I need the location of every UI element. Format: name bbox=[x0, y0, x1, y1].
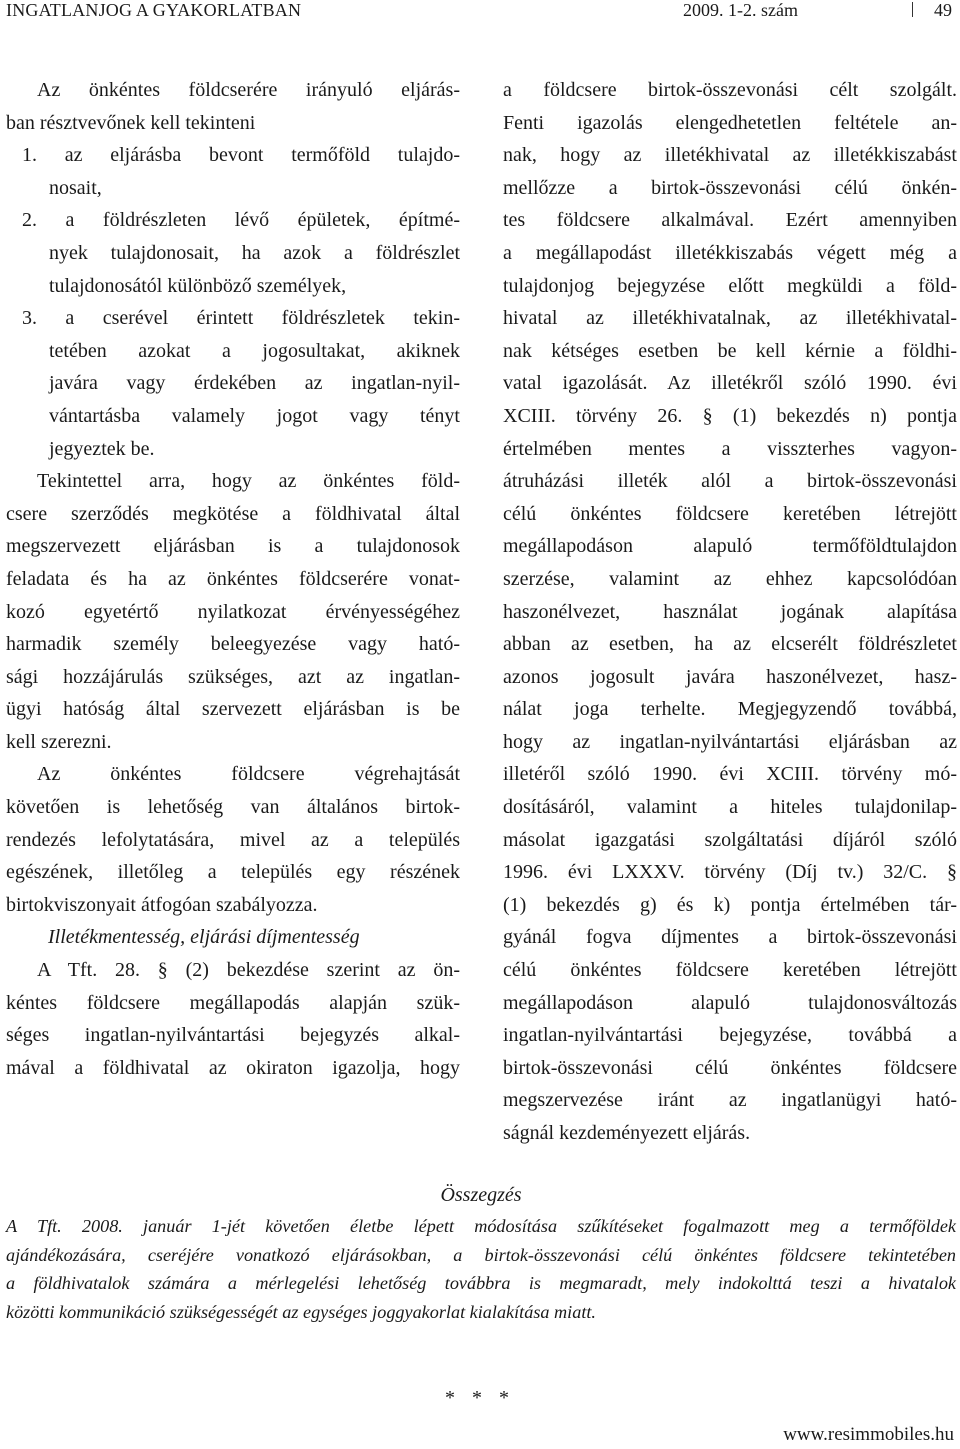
text-line: birtokviszonyait átfogóan szabályozza. bbox=[6, 893, 318, 916]
text-line: tetében azokat a jogosultakat, akiknek bbox=[49, 339, 460, 362]
text-line: csere szerződés megkötése a földhivatal által bbox=[6, 502, 460, 525]
text-line: ban résztvevőnek kell tekinteni bbox=[6, 111, 256, 134]
text-line: Az önkéntes földcserére irányuló eljárás- bbox=[37, 79, 460, 101]
text-line: birtok-összevonási célú önkéntes földcsere bbox=[503, 1056, 957, 1079]
text-line: rendezés lefolytatására, mivel az a település bbox=[6, 828, 460, 851]
text-line: másolat igazgatási szolgáltatási díjáról szóló bbox=[503, 828, 957, 851]
body-paragraph bbox=[6, 465, 460, 758]
text-line: ügyi hatóság által szervezett eljárásban is be bbox=[6, 698, 460, 721]
text-line: a földcsere birtok-összevonási célt szolgált. bbox=[503, 79, 957, 101]
text-line: Fenti igazolás elengedhetetlen feltétele an- bbox=[503, 111, 957, 134]
text-line: ingatlan-nyilvántartási bejegyzése, továbbá a bbox=[503, 1024, 957, 1047]
text-line: séges ingatlan-nyilvántartási bejegyzés alkal- bbox=[6, 1024, 460, 1047]
text-line: nyek tulajdonosait, ha azok a földrészlet bbox=[49, 241, 460, 264]
text-line: nak, hogy az illetékhivatal az illetékkiszabást bbox=[503, 144, 957, 167]
text-line: megállapodáson alapuló tulajdonosváltozás bbox=[503, 991, 957, 1014]
list-item bbox=[6, 139, 460, 204]
summary-line: a földhivatalok számára a mérlegelési lehetőség továbbra is megmaradt, mely indokolttá teszi a hivatalok bbox=[6, 1273, 956, 1293]
text-line: 1996. évi LXXXV. törvény (Díj tv.) 32/C. § bbox=[503, 861, 957, 884]
page-header bbox=[0, 0, 960, 26]
text-line: mával a földhivatal az okiraton igazolja, hogy bbox=[6, 1056, 460, 1079]
text-line: azonos jogosult javára haszonélvezet, hasz- bbox=[503, 665, 957, 688]
text-line: nosait, bbox=[49, 176, 102, 199]
text-line: mellőzze a birtok-összevonási célú önkén- bbox=[503, 176, 957, 199]
text-line: dosításáról, valamint a hiteles tulajdonilap- bbox=[503, 796, 957, 819]
journal-title: INGATLANJOG A GYAKORLATBAN bbox=[6, 0, 302, 20]
body-paragraph bbox=[6, 758, 460, 921]
text-line: tulajdonjog bejegyzése előtt megküldi a föld- bbox=[503, 274, 957, 297]
text-line: tes földcsere alkalmával. Ezért amennyiben bbox=[503, 209, 957, 232]
right-column bbox=[503, 74, 957, 1150]
summary-line: A Tft. 2008. január 1-jét követően életbe lépett módosítása szűkítéseket fogalmazott meg a termőföldek bbox=[6, 1216, 956, 1236]
text-line: XCIII. törvény 26. § (1) bekezdés n) pontja bbox=[503, 404, 957, 427]
left-column bbox=[6, 74, 460, 1084]
text-line: tulajdonosától különböző személyek, bbox=[49, 274, 347, 297]
text-line: célú önkéntes földcsere keretében létrejött bbox=[503, 502, 957, 525]
summary-line: ajándékozására, cseréjére vonatkozó eljárásokban, a birtok-összevonási célú önkéntes földcsere tekintetében bbox=[6, 1244, 956, 1265]
text-line: nak kétséges esetben be kell kérnie a földhi- bbox=[503, 339, 957, 362]
text-line: javára vagy érdekében az ingatlan-nyil- bbox=[49, 372, 460, 395]
text-line: sági hozzájárulás szükséges, azt az ingatlan- bbox=[6, 665, 460, 688]
text-line: ságnál kezdeményezett eljárás. bbox=[503, 1122, 751, 1144]
section-separator: * * * bbox=[445, 1387, 515, 1409]
text-line: 1. az eljárásba bevont termőföld tulajdo- bbox=[22, 144, 460, 167]
text-line: gyánál fogva díjmentes a birtok-összevonási bbox=[503, 926, 957, 949]
intro-paragraph bbox=[6, 74, 460, 139]
text-line: abban az esetben, ha az elcserélt földrészletet bbox=[503, 633, 957, 656]
text-line: célú önkéntes földcsere keretében létrejött bbox=[503, 959, 957, 982]
text-line: (1) bekezdés g) és k) pontja értelmében tár- bbox=[503, 893, 957, 916]
text-line: szerzése, valamint az ehhez kapcsolódóan bbox=[503, 567, 957, 590]
body-paragraph bbox=[6, 954, 460, 1084]
text-line: feladata és ha az önkéntes földcserére vonat- bbox=[6, 567, 460, 590]
page-number: 49 bbox=[934, 0, 952, 20]
summary-line: közötti kommunikáció szükségességét az egységes joggyakorlat kialakítása miatt. bbox=[6, 1301, 596, 1322]
text-line: megszervezett eljárásban is a tulajdonosok bbox=[6, 535, 460, 558]
text-line: 3. a cserével érintett földrészletek tekin- bbox=[22, 307, 460, 330]
text-line: kéntes földcsere megállapodás alapján szük- bbox=[6, 991, 460, 1014]
section-subheading: Illetékmentesség, eljárási díjmentesség bbox=[48, 926, 360, 949]
header-divider bbox=[912, 2, 913, 17]
summary-box bbox=[6, 1178, 956, 1326]
text-line: A Tft. 28. § (2) bekezdése szerint az ön- bbox=[37, 959, 460, 982]
text-line: Tekintettel arra, hogy az önkéntes föld- bbox=[37, 470, 460, 493]
text-line: Az önkéntes földcsere végrehajtását bbox=[37, 763, 460, 786]
text-line: egészének, illetőleg a település egy részének bbox=[6, 861, 460, 884]
text-line: nálat joga terhelte. Megjegyzendő továbbá, bbox=[503, 698, 957, 721]
text-line: kell szerezni. bbox=[6, 730, 112, 753]
text-line: haszonélvezet, használat jogának alapítása bbox=[503, 600, 957, 623]
text-line: hivatal az illetékhivatalnak, az illetékhivatal- bbox=[503, 307, 957, 330]
footer-url: www.resimmobiles.hu bbox=[783, 1424, 954, 1445]
text-line: megszervezése iránt az ingatlanügyi ható- bbox=[503, 1089, 957, 1112]
text-line: harmadik személy beleegyezése vagy ható- bbox=[6, 633, 460, 656]
text-line: megállapodáson alapuló termőföldtulajdon bbox=[503, 535, 957, 558]
list-item bbox=[6, 302, 460, 465]
text-line: követően is lehetőség van általános birtok- bbox=[6, 796, 460, 819]
text-line: értelmében mentes a visszterhes vagyon- bbox=[503, 437, 957, 460]
text-line: illetéről szóló 1990. évi XCIII. törvény mó- bbox=[503, 763, 957, 786]
text-line: jegyeztek be. bbox=[49, 437, 155, 460]
list-item bbox=[6, 204, 460, 302]
text-line: vatal igazolását. Az illetékről szóló 1990. évi bbox=[503, 372, 957, 395]
body-paragraph bbox=[503, 74, 957, 1150]
text-line: a megállapodást illetékkiszabás végett még a bbox=[503, 241, 957, 264]
text-line: 2. a földrészleten lévő épületek, építmé- bbox=[22, 209, 460, 232]
text-line: átruházási illeték alól a birtok-összevonási bbox=[503, 470, 957, 493]
text-line: kozó egyetértő nyilatkozat érvényességéhez bbox=[6, 600, 460, 623]
summary-title: Összegzés bbox=[440, 1184, 522, 1206]
issue-label: 2009. 1-2. szám bbox=[683, 0, 798, 20]
text-line: vántartásba valamely jogot vagy tényt bbox=[49, 404, 460, 427]
text-line: hogy az ingatlan-nyilvántartási eljárásban az bbox=[503, 730, 957, 753]
